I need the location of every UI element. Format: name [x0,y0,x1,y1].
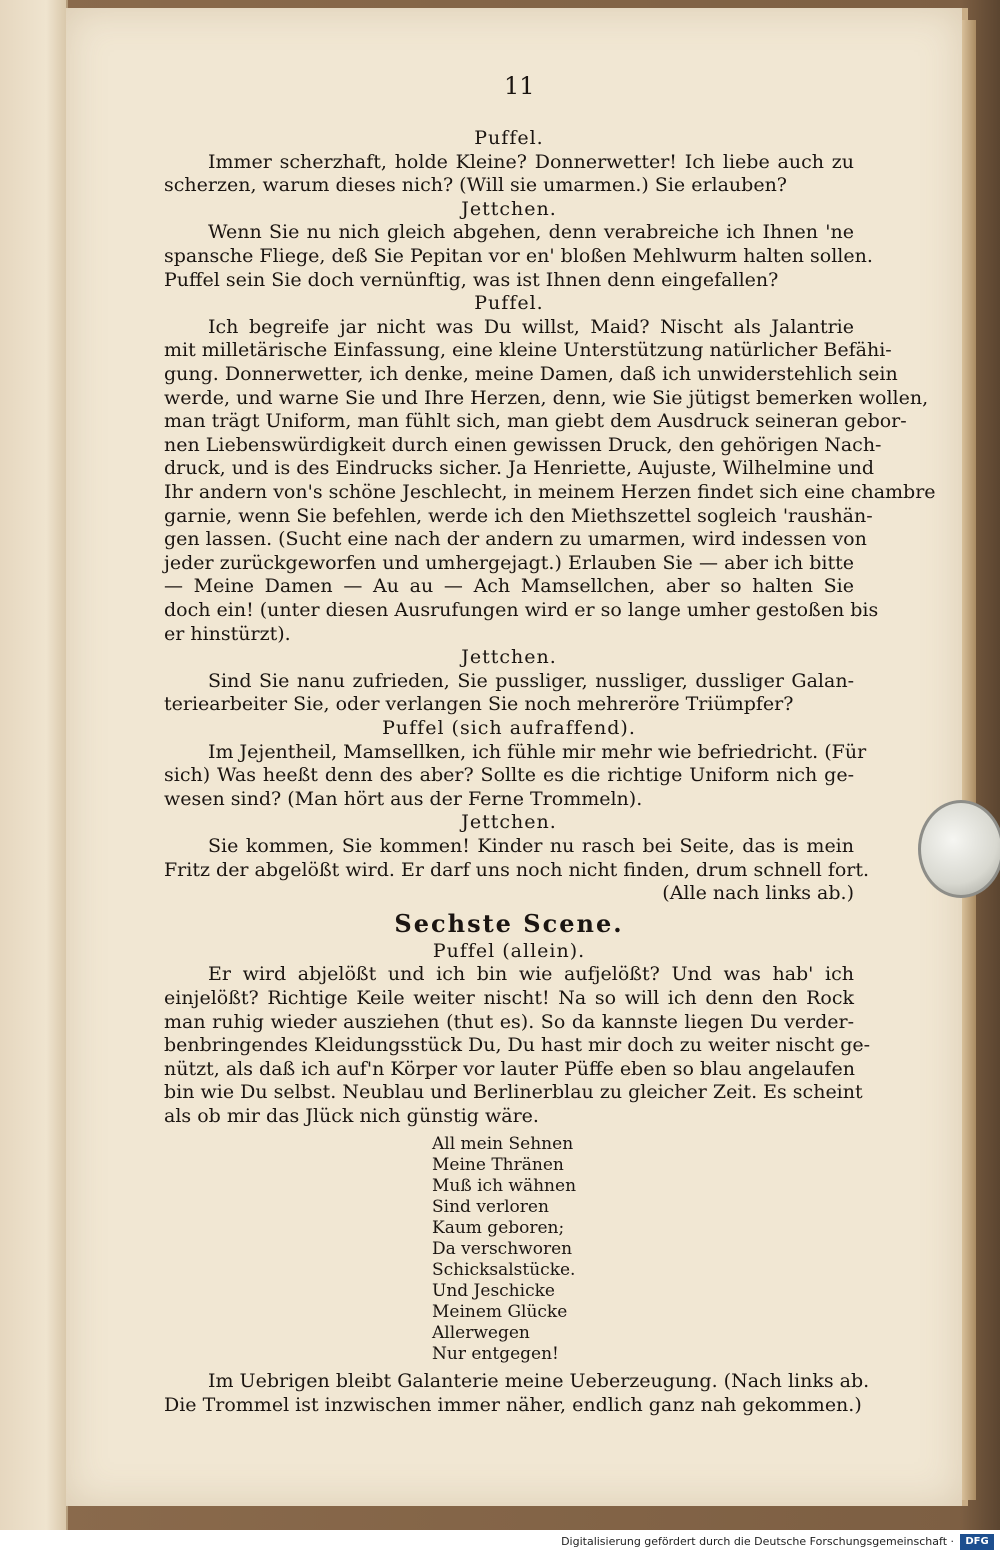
verse-line: Muß ich wähnen [432,1175,577,1196]
closing-line: Die Trommel ist inzwischen immer näher, endlich ganz nah gekommen.) [164,1393,862,1416]
facing-page-edge [0,0,68,1545]
text-line: Ich begreife jar nicht was Du willst, Maid? Nischt als Jalantrie [208,315,854,338]
scene-heading: Sechste Scene. [394,908,624,938]
text-line: nützt, als daß ich auf'n Körper vor lauter Püffe eben so blau angelaufen [164,1057,855,1080]
verse-line: Und Jeschicke [432,1280,555,1301]
text-line: werde, und warne Sie und Ihre Herzen, denn, wie Sie jütigst bemerken wollen, [164,386,929,409]
text-line: Im Jejentheil, Mamsellken, ich fühle mir mehr wie befriedricht. (Für [208,740,867,763]
verse-line: Schicksalstücke. [432,1259,576,1280]
verse-line: Allerwegen [432,1322,530,1343]
speaker-name: Puffel (sich aufraffend). [382,717,636,739]
text-line: Ihr andern von's schöne Jeschlecht, in meinem Herzen findet sich eine chambre [164,481,936,503]
text-line: benbringendes Kleidungsstück Du, Du hast mir doch zu weiter nischt ge- [164,1034,871,1057]
text-line: Puffel sein Sie doch vernünftig, was ist Ihnen denn eingefallen? [164,268,779,291]
text-line: Er wird abjelößt und ich bin wie aufjelößt? Und was hab' ich [208,963,854,986]
text-line: mit milletärische Einfassung, eine kleine Unterstützung natürlicher Befähi- [164,339,892,362]
stage-direction: (Alle nach links ab.) [662,882,854,905]
speaker-name: Jettchen. [461,646,557,669]
text-line: bin wie Du selbst. Neublau und Berlinerblau zu gleicher Zeit. Es scheint [164,1081,863,1104]
text-line: Wenn Sie nu nich gleich abgehen, denn verabreiche ich Ihnen 'ne [208,221,854,244]
text-line: sich) Was heeßt denn des aber? Sollte es die richtige Uniform nich ge- [164,764,854,787]
speaker-name: Puffel. [474,292,544,315]
dfg-logo: DFG [960,1534,994,1550]
text-line: — Meine Damen — Au au — Ach Mamsellchen, aber so halten Sie [164,575,854,598]
text-line: Immer scherzhaft, holde Kleine? Donnerwetter! Ich liebe auch zu [208,150,854,173]
text-line: garnie, wenn Sie befehlen, werde ich den Miethszettel sogleich 'raushän- [164,504,873,527]
verse-line: Kaum geboren; [432,1217,565,1238]
text-line: gung. Donnerwetter, ich denke, meine Damen, daß ich unwiderstehlich sein [164,363,898,385]
text-line: er hinstürzt). [164,622,291,645]
scanner-lens-artifact [918,800,1000,898]
text-line: man trägt Uniform, man fühlt sich, man giebt dem Ausdruck seineran gebor- [164,410,907,433]
text-line: gen lassen. (Sucht eine nach der andern zu umarmen, wird indessen von [164,528,867,551]
verse-line: Da verschworen [432,1238,573,1259]
text-line: jeder zurückgeworfen und umhergejagt.) Erlauben Sie — aber ich bitte [164,551,854,574]
verse-line: Meinem Glücke [432,1301,568,1322]
text-line: scherzen, warum dieses nich? (Will sie umarmen.) Sie erlauben? [164,174,787,197]
text-line: Sie kommen, Sie kommen! Kinder nu rasch bei Seite, das is mein [208,835,854,857]
speaker-name: Jettchen. [461,811,557,834]
text-line: man ruhig wieder ausziehen (thut es). So da kannste liegen Du verder- [164,1010,854,1033]
verse-line: Meine Thränen [432,1154,564,1175]
footer-bar [0,1530,1000,1555]
speaker-name: Puffel. [474,127,544,149]
speaker-name: Jettchen. [461,197,557,220]
verse-line: Sind verloren [432,1196,549,1217]
text-line: Fritz der abgelößt wird. Er darf uns noch nicht finden, drum schnell fort. [164,858,870,881]
text-line: doch ein! (unter diesen Ausrufungen wird er so lange umher gestoßen bis [164,599,879,621]
funding-note: Digitalisierung gefördert durch die Deutsche Forschungsgemeinschaft · [561,1535,954,1548]
page-stack-edge [962,20,976,1500]
text-line: druck, und is des Eindrucks sicher. Ja Henriette, Aujuste, Wilhelmine und [164,457,875,480]
text-line: als ob mir das Jlück nich günstig wäre. [164,1105,539,1127]
text-line: Sind Sie nanu zufrieden, Sie pussliger, nussliger, dussliger Galan- [208,669,854,692]
text-line: teriearbeiter Sie, oder verlangen Sie noch mehreröre Triümpfer? [164,693,794,716]
speaker-name: Puffel (allein). [432,939,586,962]
closing-line: Im Uebrigen bleibt Galanterie meine Ueberzeugung. (Nach links ab. [208,1369,870,1392]
verse-line: All mein Sehnen [432,1133,574,1154]
text-line: nen Liebenswürdigkeit durch einen gewissen Druck, den gehörigen Nach- [164,433,882,456]
text-line: wesen sind? (Man hört aus der Ferne Trommeln). [164,787,643,810]
text-line: einjelößt? Richtige Keile weiter nischt! Na so will ich denn den Rock [164,987,854,1009]
page-number: 11 [504,72,535,100]
verse-line: Nur entgegen! [432,1343,559,1364]
book-page [66,8,968,1506]
text-line: spansche Fliege, deß Sie Pepitan vor en' bloßen Mehlwurm halten sollen. [164,245,873,267]
